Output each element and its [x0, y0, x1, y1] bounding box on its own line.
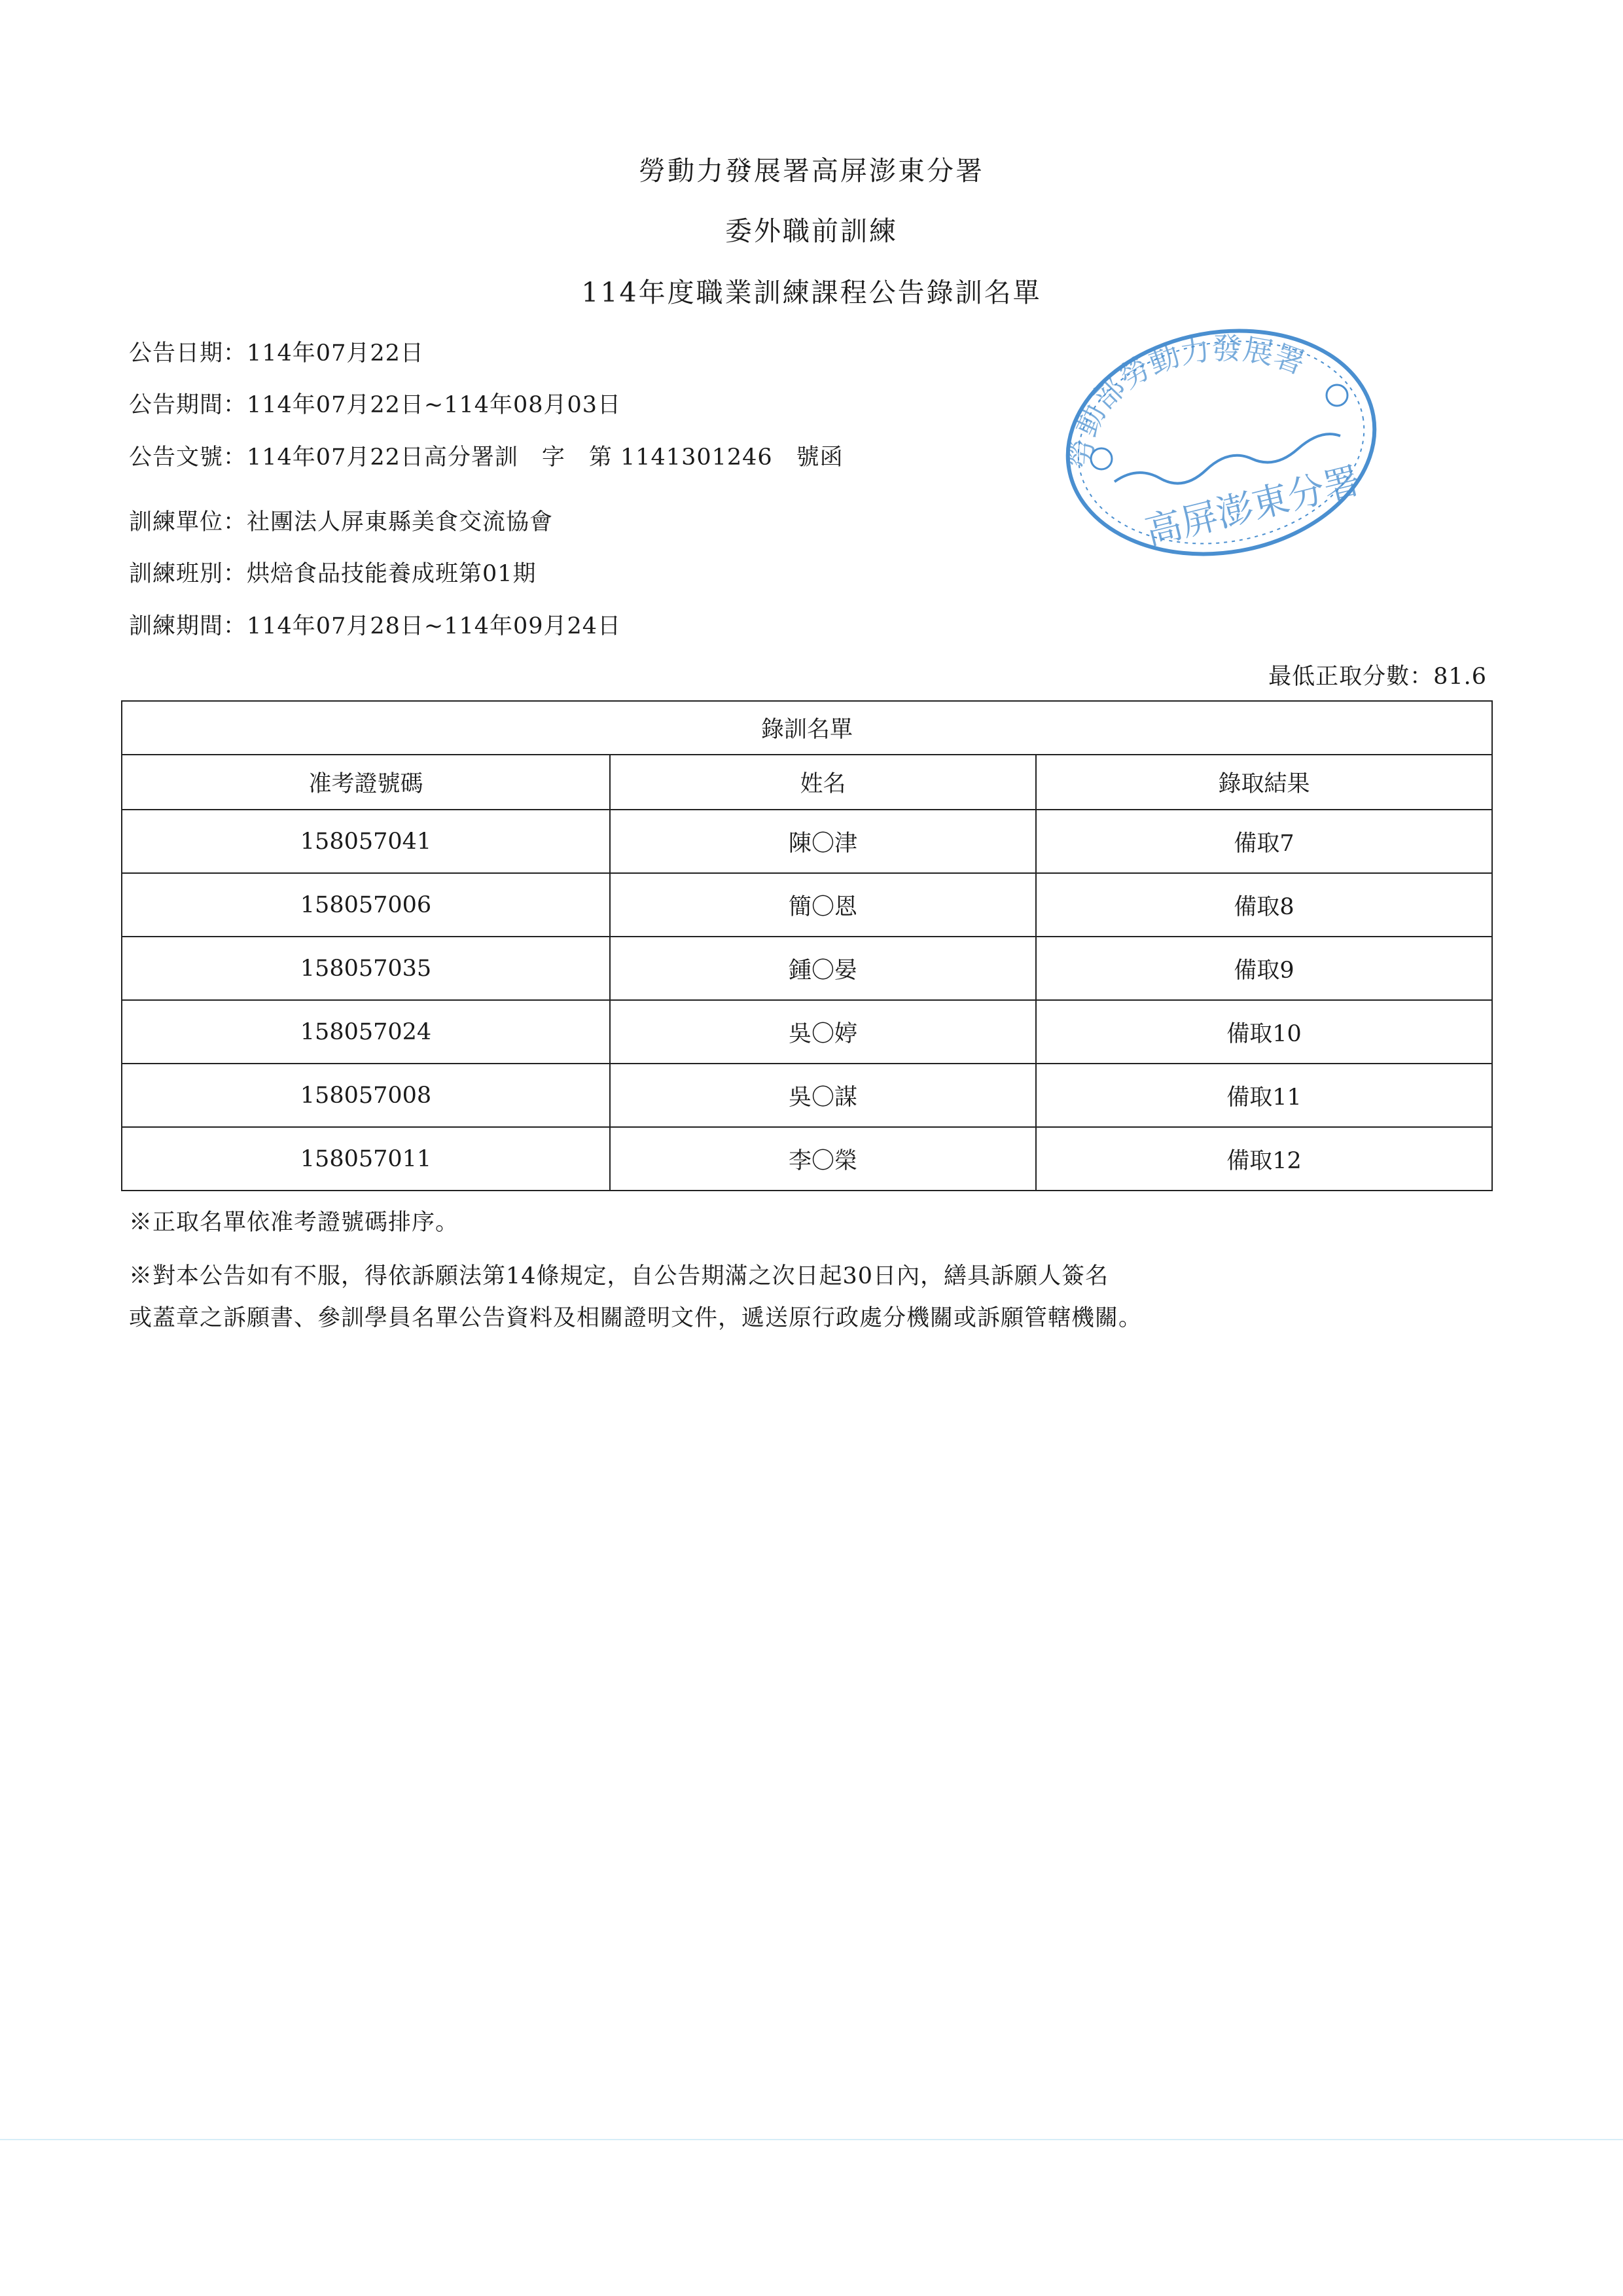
name-cell: 鍾〇晏	[610, 937, 1036, 1000]
column-header-name: 姓名	[610, 755, 1036, 810]
name-cell: 陳〇津	[610, 810, 1036, 873]
result-cell: 備取7	[1036, 810, 1492, 873]
announcement-document-no: 公告文號：114年07月22日高分署訓 字 第 1141301246 號函	[129, 444, 844, 471]
result-cell: 備取10	[1036, 1000, 1492, 1064]
table-row	[122, 810, 1492, 873]
result-cell: 備取11	[1036, 1064, 1492, 1127]
result-cell: 備取8	[1036, 873, 1492, 937]
appeal-note-line-2: 或蓋章之訴願書、參訓學員名單公告資料及相關證明文件，遞送原行政處分機關或訴願管轄機關。	[129, 1305, 1143, 1331]
exam-number-cell: 158057024	[122, 1000, 610, 1064]
column-header-result: 錄取結果	[1036, 755, 1492, 810]
official-seal-stamp	[1052, 318, 1393, 567]
scan-artifact-line	[0, 2139, 1623, 2140]
table-row	[122, 873, 1492, 937]
table-caption: 錄訓名單	[122, 701, 1492, 755]
list-title: 114年度職業訓練課程公告錄訓名單	[581, 277, 1042, 308]
sort-note: ※正取名單依准考證號碼排序。	[129, 1210, 459, 1236]
training-period: 訓練期間：114年07月28日~114年09月24日	[129, 613, 622, 639]
training-class: 訓練班別：烘焙食品技能養成班第01期	[129, 561, 537, 587]
table-row	[122, 1127, 1492, 1191]
table-row	[122, 1064, 1492, 1127]
minimum-score: 最低正取分數：81.6	[1268, 664, 1487, 690]
agency-title: 勞動力發展署高屏澎東分署	[639, 155, 984, 187]
name-cell: 李〇榮	[610, 1127, 1036, 1191]
exam-number-cell: 158057006	[122, 873, 610, 937]
exam-number-cell: 158057008	[122, 1064, 610, 1127]
appeal-note-line-1: ※對本公告如有不服，得依訴願法第14條規定，自公告期滿之次日起30日內，繕具訴願人簽名	[129, 1263, 1109, 1289]
exam-number-cell: 158057041	[122, 810, 610, 873]
exam-number-cell: 158057011	[122, 1127, 610, 1191]
seal-outer-text: 勞動部勞動力發展署	[1063, 331, 1310, 469]
table-row	[122, 937, 1492, 1000]
announcement-period: 公告期間：114年07月22日~114年08月03日	[129, 392, 622, 418]
training-unit: 訓練單位：社團法人屏東縣美食交流協會	[129, 509, 554, 535]
seal-inner-text: 高屏澎東分署	[1141, 459, 1365, 554]
result-cell: 備取12	[1036, 1127, 1492, 1191]
program-title: 委外職前訓練	[725, 215, 898, 247]
result-cell: 備取9	[1036, 937, 1492, 1000]
name-cell: 吳〇謀	[610, 1064, 1036, 1127]
column-header-exam-no: 准考證號碼	[122, 755, 610, 810]
name-cell: 吳〇婷	[610, 1000, 1036, 1064]
announcement-date: 公告日期：114年07月22日	[129, 340, 424, 367]
exam-number-cell: 158057035	[122, 937, 610, 1000]
table-row	[122, 1000, 1492, 1064]
name-cell: 簡〇恩	[610, 873, 1036, 937]
admission-table	[121, 700, 1493, 1191]
